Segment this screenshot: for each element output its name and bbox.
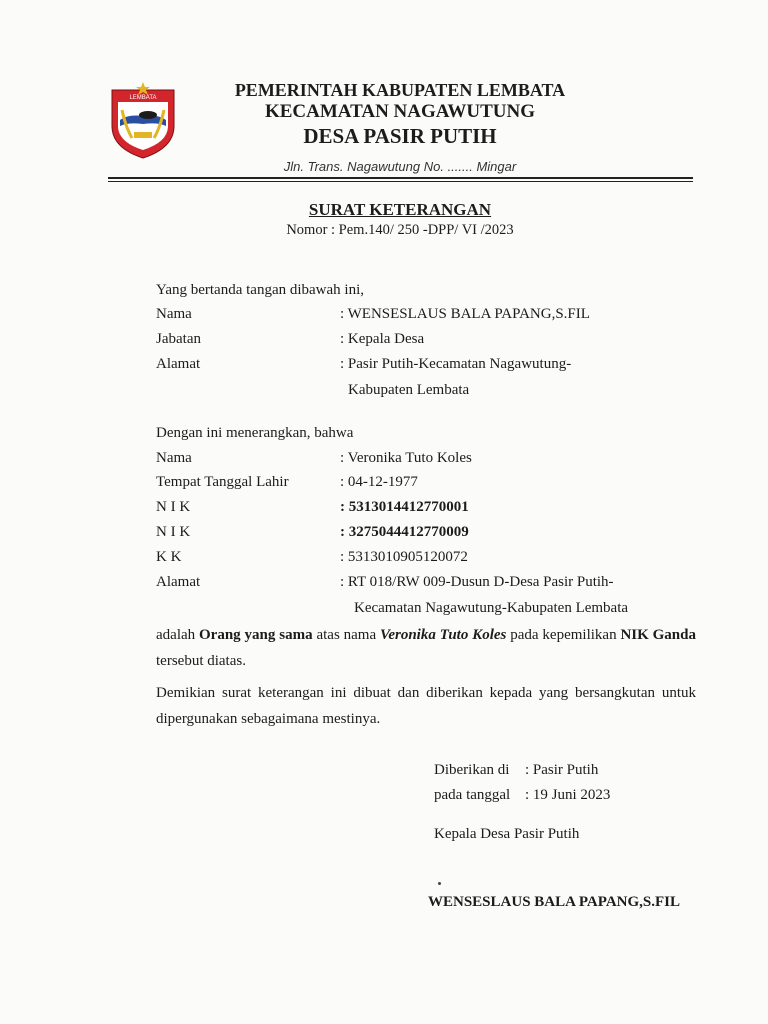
letterhead-divider-thick	[108, 177, 693, 179]
conclusion-italic-name: Veronika Tuto Koles	[380, 627, 507, 643]
district-name: KECAMATAN NAGAWUTUNG	[264, 101, 536, 122]
subject-nik1-value: : 5313014412770001	[340, 499, 469, 515]
subject-kk-value: : 5313010905120072	[340, 549, 468, 565]
conclusion-text-3: pada kepemilikan	[506, 627, 621, 643]
signature-mark	[438, 882, 441, 885]
subject-nik1-label: N I K	[156, 499, 191, 515]
issued-date-value: : 19 Juni 2023	[525, 787, 611, 803]
conclusion-text-4: tersebut diatas.	[156, 653, 246, 669]
conclusion-paragraph	[156, 622, 696, 674]
subject-name-value: : Veronika Tuto Koles	[340, 450, 472, 466]
subject-nik2-label: N I K	[156, 524, 191, 540]
subject-address-continuation: Kecamatan Nagawutung-Kabupaten Lembata	[354, 600, 629, 616]
logo-text: LEMBATA	[129, 95, 157, 101]
regency-emblem-logo	[108, 80, 178, 160]
village-name: DESA PASIR PUTIH	[303, 124, 497, 148]
issued-place-label: Diberikan di	[434, 762, 510, 778]
issued-place-value: : Pasir Putih	[525, 762, 599, 778]
signer-name-value: : WENSESLAUS BALA PAPANG,S.FIL	[340, 306, 590, 322]
subject-name-label: Nama	[156, 450, 192, 466]
statement-text: Dengan ini menerangkan, bahwa	[156, 425, 354, 441]
signer-position-value: : Kepala Desa	[340, 331, 425, 347]
letter-title: SURAT KETERANGAN	[308, 200, 492, 219]
signer-address-label: Alamat	[156, 356, 201, 372]
government-name: PEMERINTAH KABUPATEN LEMBATA	[234, 80, 566, 100]
conclusion-text-1: adalah	[156, 627, 200, 643]
subject-address-value: : RT 018/RW 009-Dusun D-Desa Pasir Putih-	[340, 574, 614, 590]
subject-address-label: Alamat	[156, 574, 201, 590]
issued-date-label: pada tanggal	[434, 787, 511, 803]
letter-number: Nomor : Pem.140/ 250 -DPP/ VI /2023	[286, 222, 514, 238]
conclusion-bold-nik-ganda: NIK Ganda	[620, 627, 696, 643]
conclusion-bold-same-person: Orang yang sama	[199, 627, 313, 643]
signer-address-value: : Pasir Putih-Kecamatan Nagawutung-	[340, 356, 572, 372]
signer-name-label: Nama	[156, 306, 192, 322]
signer-position-label: Jabatan	[156, 331, 201, 347]
office-address: Jln. Trans. Nagawutung No. ....... Mingar	[283, 159, 517, 174]
conclusion-text-2: atas nama	[312, 627, 380, 643]
closing-paragraph: Demikian surat keterangan ini dibuat dan diberikan kepada yang bersangkutan untuk dipergunakan sebagaimana mestinya.	[156, 685, 696, 727]
subject-birth-label: Tempat Tanggal Lahir	[156, 474, 289, 490]
signer-title: Kepala Desa Pasir Putih	[434, 826, 580, 842]
subject-nik2-value: : 3275044412770009	[340, 524, 469, 540]
letterhead-divider-thin	[108, 181, 693, 182]
signer-full-name: WENSESLAUS BALA PAPANG,S.FIL	[428, 894, 680, 910]
subject-kk-label: K K	[156, 549, 182, 565]
subject-birth-value: : 04-12-1977	[340, 474, 418, 490]
signer-address-continuation: Kabupaten Lembata	[348, 382, 470, 398]
intro-text: Yang bertanda tangan dibawah ini,	[156, 282, 365, 298]
